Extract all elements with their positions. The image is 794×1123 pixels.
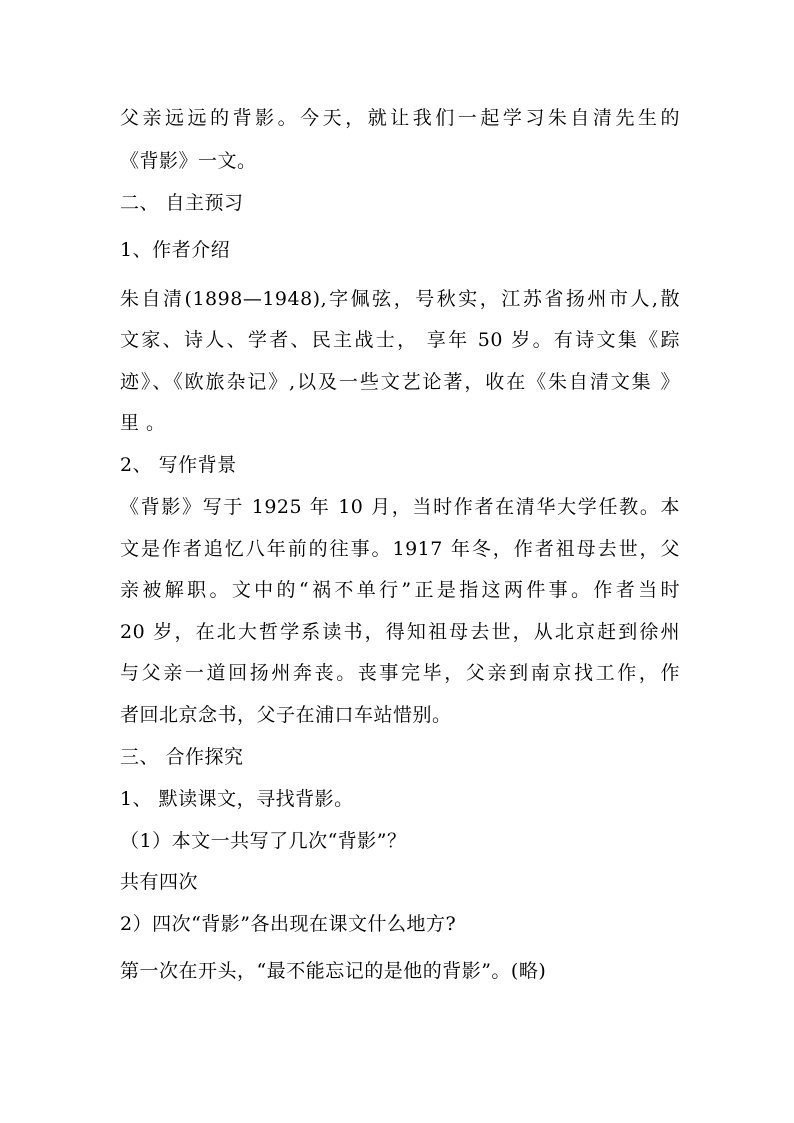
answer-1: 共有四次 [120,871,199,893]
subheading-author-intro: 1、作者介绍 [120,239,231,261]
intro-line-1: 父亲远远的背影。今天，就让我们一起学习朱自清先生的 [120,107,680,129]
author-paragraph-line-3: 迹》、《欧旅杂记》,以及一些文艺论著，收在《朱自清文集 》 [120,371,680,393]
subheading-writing-background: 2、 写作背景 [120,454,237,476]
section-heading-preview: 二、 自主预习 [120,192,244,214]
section-heading-cooperative-inquiry: 三、 合作探究 [120,746,244,768]
answer-2: 第一次在开头，“最不能忘记的是他的背影”。(略) [120,960,547,982]
task-silent-reading: 1、 默读课文，寻找背影。 [120,788,354,810]
background-paragraph-line-5: 与父亲一道回扬州奔丧。丧事完毕，父亲到南京找工作，作 [120,662,680,684]
background-paragraph-line-6: 者回北京念书，父子在浦口车站惜别。 [120,704,452,726]
question-1: （1）本文一共写了几次“背影”？ [120,830,407,852]
author-paragraph-line-2: 文家、诗人、学者、民主战士， 享年 50 岁。有诗文集《踪 [120,329,680,351]
intro-line-2: 《背影》一文。 [120,150,257,172]
background-paragraph-line-4: 20 岁，在北大哲学系读书，得知祖母去世，从北京赶到徐州 [120,621,680,643]
author-paragraph-line-1: 朱自清(1898—1948),字佩弦，号秋实，江苏省扬州市人,散 [120,288,680,310]
background-paragraph-line-1: 《背影》写于 1925 年 10 月，当时作者在清华大学任教。本 [120,496,680,518]
background-paragraph-line-2: 文是作者追忆八年前的往事。1917 年冬，作者祖母去世，父 [120,538,680,560]
author-paragraph-line-4: 里 。 [120,412,166,434]
background-paragraph-line-3: 亲被解职。文中的“祸不单行”正是指这两件事。作者当时 [120,579,680,601]
question-2: 2）四次“背影”各出现在课文什么地方? [120,913,457,935]
